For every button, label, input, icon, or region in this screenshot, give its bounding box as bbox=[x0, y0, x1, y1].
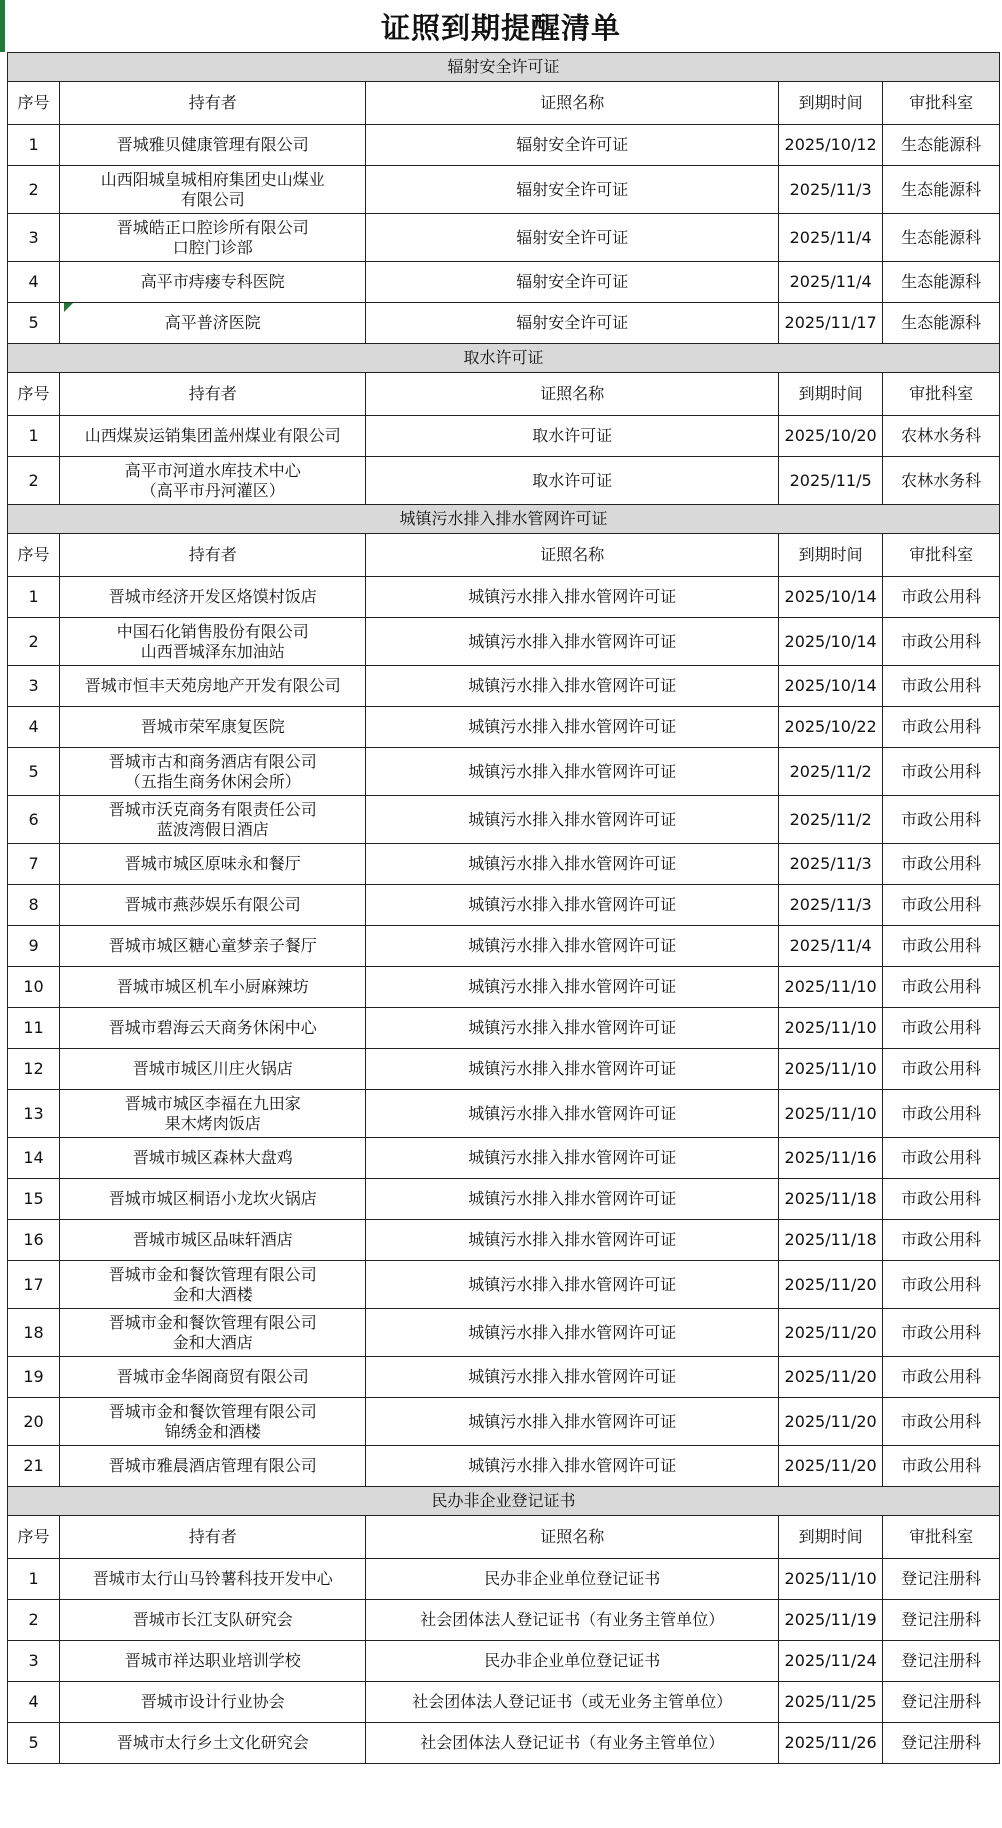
column-header-dept: 审批科室 bbox=[883, 534, 1000, 577]
cell-expiry: 2025/11/4 bbox=[779, 262, 883, 303]
cell-dept: 市政公用科 bbox=[883, 1220, 1000, 1261]
section-title: 辐射安全许可证 bbox=[8, 53, 1000, 82]
cell-name: 城镇污水排入排水管网许可证 bbox=[366, 577, 779, 618]
cell-holder: 晋城市太行乡土文化研究会 bbox=[60, 1723, 366, 1764]
column-header-holder: 持有者 bbox=[60, 82, 366, 125]
table-row bbox=[8, 1261, 1000, 1309]
cell-expiry: 2025/11/3 bbox=[779, 844, 883, 885]
cell-dept: 生态能源科 bbox=[883, 303, 1000, 344]
column-header-name: 证照名称 bbox=[366, 1516, 779, 1559]
cell-index: 1 bbox=[8, 1559, 60, 1600]
cell-holder: 晋城皓正口腔诊所有限公司 口腔门诊部 bbox=[60, 214, 366, 262]
cell-dept: 市政公用科 bbox=[883, 926, 1000, 967]
cell-holder: 晋城市城区森林大盘鸡 bbox=[60, 1138, 366, 1179]
table-row bbox=[8, 577, 1000, 618]
cell-dept: 生态能源科 bbox=[883, 125, 1000, 166]
cell-name: 城镇污水排入排水管网许可证 bbox=[366, 666, 779, 707]
cell-name: 城镇污水排入排水管网许可证 bbox=[366, 1049, 779, 1090]
cell-holder: 晋城市城区李福在九田家 果木烤肉饭店 bbox=[60, 1090, 366, 1138]
cell-index: 4 bbox=[8, 262, 60, 303]
cell-name: 城镇污水排入排水管网许可证 bbox=[366, 748, 779, 796]
cell-name: 辐射安全许可证 bbox=[366, 303, 779, 344]
section-title: 城镇污水排入排水管网许可证 bbox=[8, 505, 1000, 534]
cell-name: 城镇污水排入排水管网许可证 bbox=[366, 1261, 779, 1309]
cell-index: 8 bbox=[8, 885, 60, 926]
cell-holder: 晋城市城区原味永和餐厅 bbox=[60, 844, 366, 885]
cell-name: 辐射安全许可证 bbox=[366, 214, 779, 262]
column-header-dept: 审批科室 bbox=[883, 82, 1000, 125]
section-header-row bbox=[8, 344, 1000, 373]
table-row bbox=[8, 1049, 1000, 1090]
column-header-holder: 持有者 bbox=[60, 534, 366, 577]
cell-expiry: 2025/11/3 bbox=[779, 885, 883, 926]
cell-expiry: 2025/11/4 bbox=[779, 926, 883, 967]
cell-index: 2 bbox=[8, 457, 60, 505]
cell-index: 2 bbox=[8, 618, 60, 666]
cell-index: 5 bbox=[8, 748, 60, 796]
cell-index: 4 bbox=[8, 707, 60, 748]
cell-dept: 市政公用科 bbox=[883, 967, 1000, 1008]
table-row bbox=[8, 214, 1000, 262]
cell-holder: 晋城市沃克商务有限责任公司 蓝波湾假日酒店 bbox=[60, 796, 366, 844]
cell-holder: 晋城市城区桐语小龙坎火锅店 bbox=[60, 1179, 366, 1220]
cell-expiry: 2025/11/10 bbox=[779, 1049, 883, 1090]
cell-index: 19 bbox=[8, 1357, 60, 1398]
table-row bbox=[8, 1446, 1000, 1487]
cell-index: 16 bbox=[8, 1220, 60, 1261]
cell-holder: 晋城市城区机车小厨麻辣坊 bbox=[60, 967, 366, 1008]
cell-index: 17 bbox=[8, 1261, 60, 1309]
cell-name: 取水许可证 bbox=[366, 457, 779, 505]
table-row bbox=[8, 1138, 1000, 1179]
cell-dept: 市政公用科 bbox=[883, 618, 1000, 666]
cell-index: 1 bbox=[8, 416, 60, 457]
cell-holder: 晋城市荣军康复医院 bbox=[60, 707, 366, 748]
cell-expiry: 2025/11/20 bbox=[779, 1446, 883, 1487]
column-header-row bbox=[8, 82, 1000, 125]
cell-expiry: 2025/11/5 bbox=[779, 457, 883, 505]
cell-expiry: 2025/10/20 bbox=[779, 416, 883, 457]
cell-index: 20 bbox=[8, 1398, 60, 1446]
cell-expiry: 2025/10/12 bbox=[779, 125, 883, 166]
cell-expiry: 2025/11/20 bbox=[779, 1261, 883, 1309]
column-header-holder: 持有者 bbox=[60, 1516, 366, 1559]
column-header-index: 序号 bbox=[8, 1516, 60, 1559]
cell-name: 城镇污水排入排水管网许可证 bbox=[366, 1179, 779, 1220]
cell-dept: 市政公用科 bbox=[883, 748, 1000, 796]
cell-dept: 市政公用科 bbox=[883, 1090, 1000, 1138]
cell-holder: 晋城市碧海云天商务休闲中心 bbox=[60, 1008, 366, 1049]
cell-expiry: 2025/11/19 bbox=[779, 1600, 883, 1641]
cell-index: 1 bbox=[8, 125, 60, 166]
cell-holder: 山西阳城皇城相府集团史山煤业 有限公司 bbox=[60, 166, 366, 214]
cell-holder: 晋城市雅晨酒店管理有限公司 bbox=[60, 1446, 366, 1487]
cell-index: 12 bbox=[8, 1049, 60, 1090]
cell-dept: 市政公用科 bbox=[883, 707, 1000, 748]
section-header-row bbox=[8, 505, 1000, 534]
cell-index: 3 bbox=[8, 214, 60, 262]
cell-expiry: 2025/11/4 bbox=[779, 214, 883, 262]
cell-holder: 晋城市经济开发区烙馍村饭店 bbox=[60, 577, 366, 618]
table-row bbox=[8, 885, 1000, 926]
cell-index: 9 bbox=[8, 926, 60, 967]
table-row bbox=[8, 707, 1000, 748]
cell-expiry: 2025/10/22 bbox=[779, 707, 883, 748]
cell-index: 15 bbox=[8, 1179, 60, 1220]
cell-name: 城镇污水排入排水管网许可证 bbox=[366, 618, 779, 666]
table-row bbox=[8, 1723, 1000, 1764]
cell-holder: 晋城市城区糖心童梦亲子餐厅 bbox=[60, 926, 366, 967]
table-row bbox=[8, 796, 1000, 844]
table-row bbox=[8, 457, 1000, 505]
cell-expiry: 2025/11/10 bbox=[779, 967, 883, 1008]
cell-name: 民办非企业单位登记证书 bbox=[366, 1641, 779, 1682]
cell-dept: 登记注册科 bbox=[883, 1559, 1000, 1600]
cell-holder: 晋城市燕莎娱乐有限公司 bbox=[60, 885, 366, 926]
cell-holder: 山西煤炭运销集团盖州煤业有限公司 bbox=[60, 416, 366, 457]
cell-name: 取水许可证 bbox=[366, 416, 779, 457]
table-row bbox=[8, 618, 1000, 666]
cell-index: 5 bbox=[8, 1723, 60, 1764]
cell-holder: 晋城市城区品味轩酒店 bbox=[60, 1220, 366, 1261]
cell-index: 14 bbox=[8, 1138, 60, 1179]
cell-expiry: 2025/11/10 bbox=[779, 1559, 883, 1600]
column-header-expiry: 到期时间 bbox=[779, 82, 883, 125]
cell-expiry: 2025/11/2 bbox=[779, 796, 883, 844]
cell-dept: 市政公用科 bbox=[883, 1261, 1000, 1309]
cell-expiry: 2025/11/24 bbox=[779, 1641, 883, 1682]
cell-index: 11 bbox=[8, 1008, 60, 1049]
cell-expiry: 2025/11/20 bbox=[779, 1309, 883, 1357]
cell-name: 城镇污水排入排水管网许可证 bbox=[366, 1090, 779, 1138]
cell-expiry: 2025/11/20 bbox=[779, 1357, 883, 1398]
cell-index: 2 bbox=[8, 1600, 60, 1641]
table-row bbox=[8, 1309, 1000, 1357]
cell-index: 7 bbox=[8, 844, 60, 885]
cell-holder: 晋城市祥达职业培训学校 bbox=[60, 1641, 366, 1682]
table-row bbox=[8, 1682, 1000, 1723]
cell-expiry: 2025/11/3 bbox=[779, 166, 883, 214]
cell-name: 城镇污水排入排水管网许可证 bbox=[366, 1357, 779, 1398]
cell-dept: 市政公用科 bbox=[883, 796, 1000, 844]
cell-expiry: 2025/10/14 bbox=[779, 618, 883, 666]
cell-index: 18 bbox=[8, 1309, 60, 1357]
cell-name: 城镇污水排入排水管网许可证 bbox=[366, 967, 779, 1008]
column-header-expiry: 到期时间 bbox=[779, 1516, 883, 1559]
section-title: 民办非企业登记证书 bbox=[8, 1487, 1000, 1516]
table-row bbox=[8, 748, 1000, 796]
cell-expiry: 2025/11/16 bbox=[779, 1138, 883, 1179]
table-row bbox=[8, 1600, 1000, 1641]
cell-index: 1 bbox=[8, 577, 60, 618]
cell-dept: 市政公用科 bbox=[883, 1138, 1000, 1179]
cell-expiry: 2025/11/18 bbox=[779, 1220, 883, 1261]
cell-holder: 晋城市长江支队研究会 bbox=[60, 1600, 366, 1641]
table-row bbox=[8, 1008, 1000, 1049]
cell-name: 城镇污水排入排水管网许可证 bbox=[366, 1398, 779, 1446]
cell-expiry: 2025/10/14 bbox=[779, 666, 883, 707]
cell-name: 社会团体法人登记证书（有业务主管单位） bbox=[366, 1723, 779, 1764]
table-row bbox=[8, 1559, 1000, 1600]
cell-dept: 农林水务科 bbox=[883, 457, 1000, 505]
column-header-name: 证照名称 bbox=[366, 373, 779, 416]
cell-index: 3 bbox=[8, 666, 60, 707]
cell-name: 城镇污水排入排水管网许可证 bbox=[366, 796, 779, 844]
cell-holder: 晋城市金华阁商贸有限公司 bbox=[60, 1357, 366, 1398]
section-title: 取水许可证 bbox=[8, 344, 1000, 373]
table-row bbox=[8, 416, 1000, 457]
column-header-dept: 审批科室 bbox=[883, 373, 1000, 416]
column-header-row bbox=[8, 534, 1000, 577]
table-row bbox=[8, 303, 1000, 344]
cell-holder: 晋城市金和餐饮管理有限公司 金和大酒店 bbox=[60, 1309, 366, 1357]
cell-dept: 登记注册科 bbox=[883, 1682, 1000, 1723]
cell-holder: 高平普济医院 bbox=[60, 303, 366, 344]
cell-name: 城镇污水排入排水管网许可证 bbox=[366, 707, 779, 748]
cell-name: 城镇污水排入排水管网许可证 bbox=[366, 1220, 779, 1261]
column-header-name: 证照名称 bbox=[366, 534, 779, 577]
table-row bbox=[8, 1641, 1000, 1682]
cell-dept: 农林水务科 bbox=[883, 416, 1000, 457]
cell-index: 21 bbox=[8, 1446, 60, 1487]
cell-name: 城镇污水排入排水管网许可证 bbox=[366, 926, 779, 967]
cell-name: 城镇污水排入排水管网许可证 bbox=[366, 885, 779, 926]
table-row bbox=[8, 1357, 1000, 1398]
column-header-name: 证照名称 bbox=[366, 82, 779, 125]
cell-holder: 晋城市城区川庄火锅店 bbox=[60, 1049, 366, 1090]
section-header-row bbox=[8, 53, 1000, 82]
table-row bbox=[8, 1398, 1000, 1446]
cell-index: 5 bbox=[8, 303, 60, 344]
cell-dept: 登记注册科 bbox=[883, 1723, 1000, 1764]
cell-dept: 市政公用科 bbox=[883, 1446, 1000, 1487]
table-row bbox=[8, 262, 1000, 303]
cell-dept: 市政公用科 bbox=[883, 1049, 1000, 1090]
cell-name: 社会团体法人登记证书（或无业务主管单位） bbox=[366, 1682, 779, 1723]
table-row bbox=[8, 666, 1000, 707]
table-row bbox=[8, 967, 1000, 1008]
column-header-expiry: 到期时间 bbox=[779, 534, 883, 577]
cell-dept: 市政公用科 bbox=[883, 844, 1000, 885]
cell-name: 城镇污水排入排水管网许可证 bbox=[366, 1138, 779, 1179]
column-header-index: 序号 bbox=[8, 534, 60, 577]
cell-dept: 市政公用科 bbox=[883, 1179, 1000, 1220]
cell-dept: 生态能源科 bbox=[883, 262, 1000, 303]
cell-index: 6 bbox=[8, 796, 60, 844]
cell-expiry: 2025/11/10 bbox=[779, 1008, 883, 1049]
cell-name: 城镇污水排入排水管网许可证 bbox=[366, 1008, 779, 1049]
cell-index: 10 bbox=[8, 967, 60, 1008]
table-row bbox=[8, 166, 1000, 214]
cell-name: 辐射安全许可证 bbox=[366, 125, 779, 166]
cell-expiry: 2025/11/20 bbox=[779, 1398, 883, 1446]
cell-name: 社会团体法人登记证书（有业务主管单位） bbox=[366, 1600, 779, 1641]
table-row bbox=[8, 1220, 1000, 1261]
cell-dept: 市政公用科 bbox=[883, 1398, 1000, 1446]
table-row bbox=[8, 1090, 1000, 1138]
table-row bbox=[8, 926, 1000, 967]
cell-holder: 高平市痔瘘专科医院 bbox=[60, 262, 366, 303]
cell-holder: 晋城雅贝健康管理有限公司 bbox=[60, 125, 366, 166]
cell-dept: 生态能源科 bbox=[883, 214, 1000, 262]
cell-name: 辐射安全许可证 bbox=[366, 262, 779, 303]
cell-holder: 晋城市金和餐饮管理有限公司 金和大酒楼 bbox=[60, 1261, 366, 1309]
cell-name: 民办非企业单位登记证书 bbox=[366, 1559, 779, 1600]
table-row bbox=[8, 1179, 1000, 1220]
cell-expiry: 2025/11/25 bbox=[779, 1682, 883, 1723]
cell-dept: 生态能源科 bbox=[883, 166, 1000, 214]
column-header-row bbox=[8, 373, 1000, 416]
cell-expiry: 2025/11/18 bbox=[779, 1179, 883, 1220]
page-title: 证照到期提醒清单 bbox=[380, 10, 621, 45]
table-row bbox=[8, 844, 1000, 885]
cell-expiry: 2025/11/10 bbox=[779, 1090, 883, 1138]
cell-index: 3 bbox=[8, 1641, 60, 1682]
column-header-holder: 持有者 bbox=[60, 373, 366, 416]
cell-index: 4 bbox=[8, 1682, 60, 1723]
column-header-index: 序号 bbox=[8, 82, 60, 125]
cell-name: 城镇污水排入排水管网许可证 bbox=[366, 1309, 779, 1357]
column-header-dept: 审批科室 bbox=[883, 1516, 1000, 1559]
column-header-expiry: 到期时间 bbox=[779, 373, 883, 416]
column-header-row bbox=[8, 1516, 1000, 1559]
cell-dept: 登记注册科 bbox=[883, 1600, 1000, 1641]
column-header-index: 序号 bbox=[8, 373, 60, 416]
cell-expiry: 2025/10/14 bbox=[779, 577, 883, 618]
cell-dept: 登记注册科 bbox=[883, 1641, 1000, 1682]
cell-dept: 市政公用科 bbox=[883, 885, 1000, 926]
cell-expiry: 2025/11/17 bbox=[779, 303, 883, 344]
cell-dept: 市政公用科 bbox=[883, 1008, 1000, 1049]
cell-holder: 晋城市古和商务酒店有限公司 （五指生商务休闲会所） bbox=[60, 748, 366, 796]
cell-dept: 市政公用科 bbox=[883, 1309, 1000, 1357]
table-row bbox=[8, 125, 1000, 166]
cell-index: 13 bbox=[8, 1090, 60, 1138]
cell-index: 2 bbox=[8, 166, 60, 214]
cell-name: 城镇污水排入排水管网许可证 bbox=[366, 844, 779, 885]
cell-holder: 晋城市恒丰天苑房地产开发有限公司 bbox=[60, 666, 366, 707]
cell-expiry: 2025/11/2 bbox=[779, 748, 883, 796]
cell-holder: 晋城市金和餐饮管理有限公司 锦绣金和酒楼 bbox=[60, 1398, 366, 1446]
cell-holder: 晋城市太行山马铃薯科技开发中心 bbox=[60, 1559, 366, 1600]
cell-name: 辐射安全许可证 bbox=[366, 166, 779, 214]
cell-holder: 高平市河道水库技术中心 （高平市丹河灌区） bbox=[60, 457, 366, 505]
expiry-table bbox=[7, 52, 1000, 1764]
cell-name: 城镇污水排入排水管网许可证 bbox=[366, 1446, 779, 1487]
cell-expiry: 2025/11/26 bbox=[779, 1723, 883, 1764]
cell-holder: 中国石化销售股份有限公司 山西晋城泽东加油站 bbox=[60, 618, 366, 666]
cell-dept: 市政公用科 bbox=[883, 666, 1000, 707]
cell-dept: 市政公用科 bbox=[883, 577, 1000, 618]
cell-holder: 晋城市设计行业协会 bbox=[60, 1682, 366, 1723]
section-header-row bbox=[8, 1487, 1000, 1516]
cell-dept: 市政公用科 bbox=[883, 1357, 1000, 1398]
